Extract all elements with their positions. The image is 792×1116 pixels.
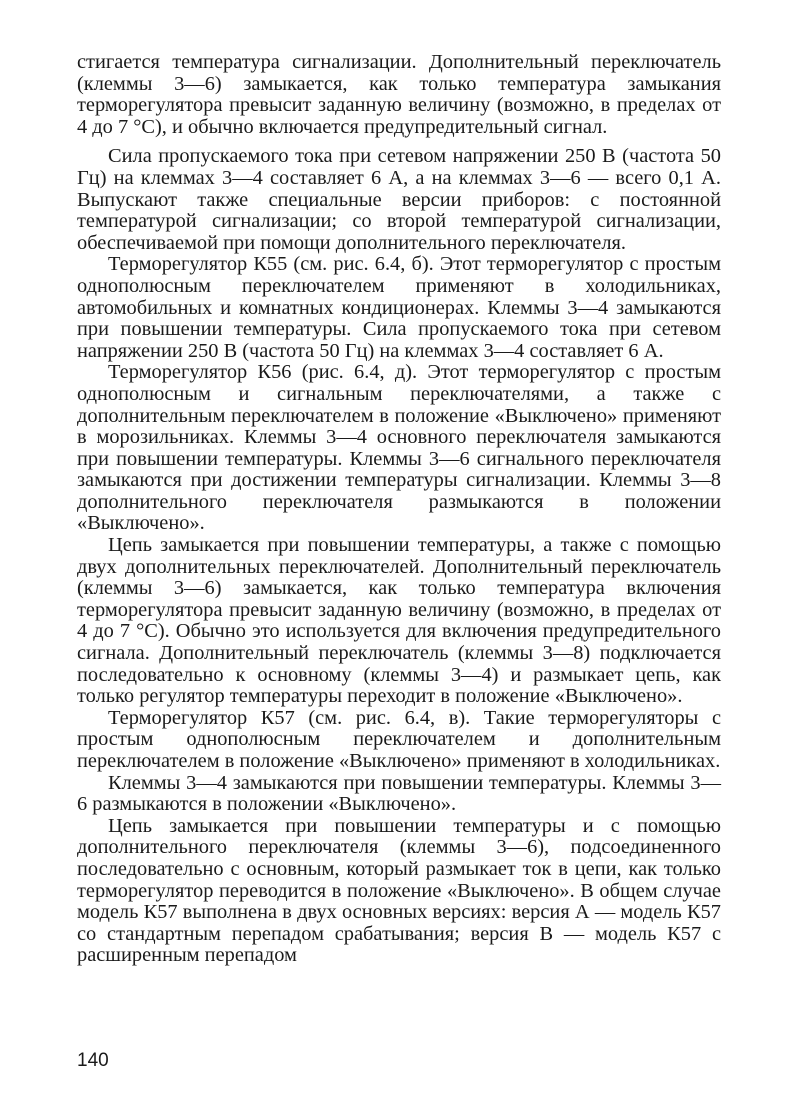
- paragraph-6-k57: Терморегулятор К57 (см. рис. 6.4, в). Такие терморегуляторы с простым однополюсным переключателем и дополнительным переключателем в положение «Выключено» применяют в холодильниках.: [77, 706, 721, 772]
- page-text-block: [77, 52, 721, 967]
- paragraph-3-k55: Терморегулятор К55 (см. рис. 6.4, б). Этот терморегулятор с простым однополюсным переключателем применяют в холодильниках, автомобильных и комнатных кондиционерах. Клеммы 3—4 замыкаются при повышении температуры. Сила пропускаемого тока при сетевом напряжении 250 В (частота 50 Гц) на клеммах 3—4 составляет 6 А.: [77, 253, 721, 362]
- paragraph-2: Сила пропускаемого тока при сетевом напряжении 250 В (частота 50 Гц) на клеммах 3—4 составляет 6 А, а на клеммах 3—6 — всего 0,1 А. Выпускают также специальные версии приборов: с постоянной температурой сигнализации; со второй температурой сигнализации, обеспечиваемой при помощи дополнительного переключателя.: [77, 145, 721, 254]
- page-number: 140: [77, 1050, 109, 1071]
- paragraph-8: Цепь замыкается при повышении температуры и с помощью дополнительного переключателя (клеммы 3—6), подсоединенного последовательно с основным, который размыкает ток в цепи, как только терморегулятор переводится в положение «Выключено». В общем случае модель К57 выполнена в двух основных версиях: версия А — модель К57 со стандартным перепадом срабатывания; версия В — модель К57 с расширенным перепадом: [77, 814, 721, 967]
- paragraph-1: стигается температура сигнализации. Дополнительный переключатель (клеммы 3—6) замыкается, как только температура замыкания терморегулятора превысит заданную величину (возможно, в пределах от 4 до 7 °С), и обычно включается предупредительный сигнал.: [77, 51, 721, 138]
- paragraph-4-k56: Терморегулятор К56 (рис. 6.4, д). Этот терморегулятор с простым однополюсным и сигнальным переключателями, а также с дополнительным переключателем в положение «Выключено» применяют в морозильниках. Клеммы 3—4 основного переключателя замыкаются при повышении температуры. Клеммы 3—6 сигнального переключателя замыкаются при достижении температуры сигнализации. Клеммы 3—8 дополнительного переключателя размыкаются в положении «Выключено».: [77, 361, 721, 535]
- paragraph-7: Клеммы 3—4 замыкаются при повышении температуры. Клеммы 3—6 размыкаются в положении «Выключено».: [77, 771, 721, 816]
- paragraph-5: Цепь замыкается при повышении температуры, а также с помощью двух дополнительных переключателей. Дополнительный переключатель (клеммы 3—6) замыкается, как только температура включения терморегулятора превысит заданную величину (возможно, в пределах от 4 до 7 °С). Обычно это используется для включения предупредительного сигнала. Дополнительный переключатель (клеммы 3—8) подключается последовательно к основному (клеммы 3—4) и размыкает цепь, как только регулятор температуры переходит в положение «Выключено».: [77, 534, 721, 708]
